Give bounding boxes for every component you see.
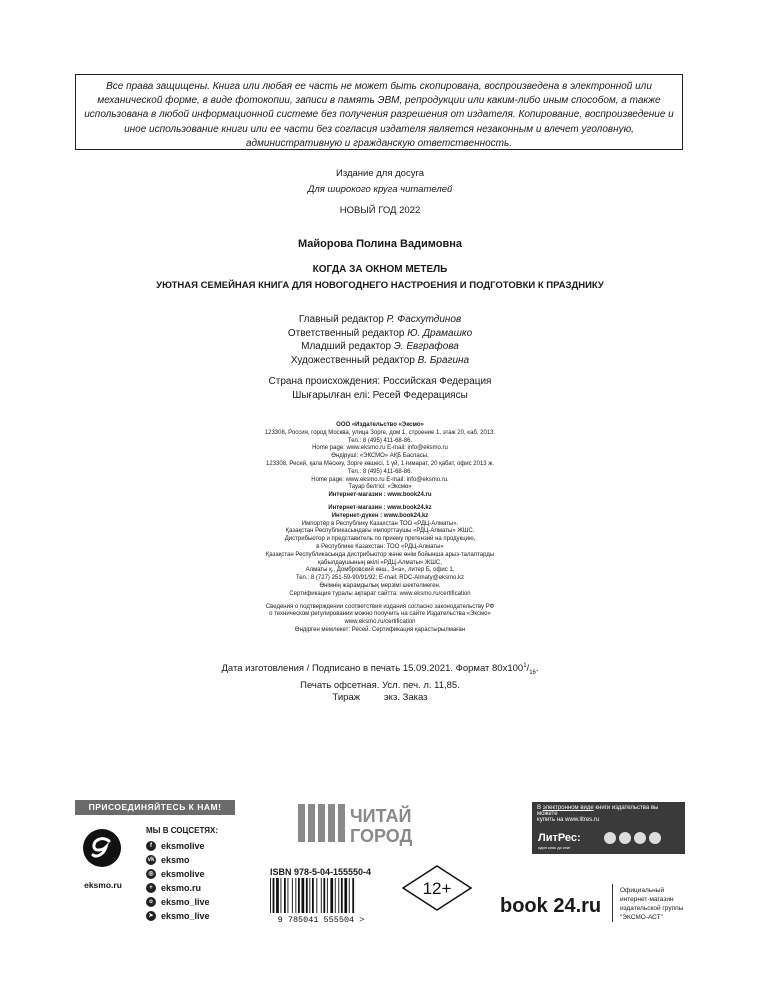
barcode-digits: 9 785041 555504 > <box>277 915 365 923</box>
publisher-line: о техническом регулировании можно получить на сайте Издательства «Эксмо» <box>269 611 491 618</box>
book-subtitle: УЮТНАЯ СЕМЕЙНАЯ КНИГА ДЛЯ НОВОГОДНЕГО НАСТРОЕНИЯ И ПОДГОТОВКИ К ПРАЗДНИКУ <box>156 280 604 291</box>
publisher-line: Қазақстан Республикасында дистрибьютор және өнім бойынша арыз-талаптарды <box>265 551 495 558</box>
ok-icon: o <box>146 897 156 907</box>
eksmo-icon: + <box>146 883 156 893</box>
publisher-line: Интернет-магазин : www.book24.ru <box>328 492 432 499</box>
litres-brand: ЛитРес: <box>538 832 581 844</box>
publisher-line: Қазақстан Республикасындағы импорттаушы «РДЦ-Алматы» ЖШС. <box>285 528 475 535</box>
publisher-line: Тел.: 8 (495) 411-68-86. <box>347 437 413 444</box>
barcode-bar <box>349 878 350 913</box>
barcode-bar <box>321 878 322 913</box>
barcode-bar <box>335 878 336 913</box>
publisher-line: Тауар белгісі: «Эксмо» <box>348 484 412 491</box>
age-rating-badge <box>402 865 472 911</box>
editors-list <box>0 313 760 367</box>
print-line-2: Печать офсетная. Усл. печ. л. 11,85. <box>300 679 460 691</box>
edition-series: НОВЫЙ ГОД 2022 <box>339 205 421 216</box>
store-icons <box>604 832 661 844</box>
publisher-line: Интернет-магазин : www.book24.kz <box>328 504 432 511</box>
country-of-origin <box>0 375 760 402</box>
publisher-line: Интернет-дүкен : www.book24.kz <box>331 512 429 519</box>
barcode-bar <box>292 878 293 913</box>
windows-icon <box>649 832 661 844</box>
barcode-bar <box>276 878 279 913</box>
social-item[interactable]: + eksmo.ru <box>146 883 201 893</box>
publisher-line: Home page: www.eksmo.ru E-mail: info@eksmo.ru. <box>311 476 449 483</box>
print-line-1: Дата изготовления / Подписано в печать 15.09.2021. Формат $80x100^1/_{16}$. <box>221 663 539 677</box>
publisher-line: 123308, Ресей, қала Мәскеу, Зорге көшесі, 1 үй, 1 ғимарат, 20 қабат, офис 2013 ж. <box>266 460 494 467</box>
litres-banner[interactable] <box>532 802 685 854</box>
publisher-line: қабылдаушының өкілі «РДЦ-Алматы» ЖШС, <box>318 559 442 566</box>
social-title: МЫ В СОЦСЕТЯХ: <box>146 826 219 835</box>
copyright-notice: Все права защищены. Книга или любая ее часть не может быть скопирована, воспроизведена в электронной или механической форме, в виде фотокопии, записи в память ЭВМ, репродукции или каким-либо иным способом, а также использована в любой информационной системе без получения разрешения от издателя. Копирование, воспроизведение и иное использование книги или ее части без согласия издателя является незаконным и влечет уголовную, административную и гражданскую ответственность. <box>75 74 683 150</box>
join-us-banner: ПРИСОЕДИНЯЙТЕСЬ К НАМ! <box>75 800 235 815</box>
barcode-bar <box>273 878 275 913</box>
publisher-line: Сведения о подтверждении соответствия издания согласно законодательству РФ <box>265 603 495 610</box>
barcode-bar <box>306 878 308 913</box>
ebook-reader-icon <box>634 832 646 844</box>
publisher-line: Импортёр в Республику Казахстан ТОО «РДЦ-Алматы». <box>301 520 459 527</box>
publisher-line: Алматы қ., Домбровский көш., 3«а», литер Б, офис 1. <box>305 567 455 574</box>
barcode-bar <box>352 878 354 913</box>
barcode-bar <box>270 878 271 913</box>
divider <box>612 884 613 922</box>
litres-tagline: один клик до книг <box>538 845 571 850</box>
telegram-icon: ➤ <box>146 911 156 921</box>
barcode-bar <box>281 878 282 913</box>
publisher-line: www.eksmo.ru/certification <box>344 619 416 626</box>
barcode-bar <box>330 878 333 913</box>
barcode-bar <box>327 878 328 913</box>
chitai-gorod-logo <box>298 800 448 846</box>
barcode-bar <box>344 878 347 913</box>
book-author: Майорова Полина Вадимовна <box>297 238 463 250</box>
barcode-bar <box>309 878 310 913</box>
publisher-info <box>180 422 580 635</box>
litres-note: В электронном виде книги издательства вы можете купить на www.litres.ru <box>537 805 659 823</box>
vk-icon: vk <box>147 857 155 863</box>
gorod-text: ГОРОД <box>350 826 413 846</box>
chitai-text: ЧИТАЙ <box>350 806 412 826</box>
apple-icon <box>604 832 616 844</box>
barcode-bar <box>288 878 289 913</box>
barcode-bar <box>341 878 343 913</box>
barcode <box>262 878 380 923</box>
publisher-line: 123308, Россия, город Москва, улица Зорге, дом 1, строение 1, этаж 20, каб. 2013. <box>264 429 496 436</box>
social-item[interactable]: o eksmo_live <box>146 897 210 907</box>
publisher-line: Home page: www.eksmo.ru E-mail: info@eksmo.ru <box>312 445 448 452</box>
publisher-line: Өндіруші: «ЭКСМО» АҚБ Баспасы, <box>331 453 429 460</box>
print-line-3: Тираж экз. Заказ <box>332 692 428 704</box>
facebook-icon: f <box>146 841 156 851</box>
barcode-bar <box>323 878 325 913</box>
android-icon <box>619 832 631 844</box>
barcode-bar <box>338 878 339 913</box>
publisher-line: Тел.: 8 (495) 411-68-86. <box>347 468 413 475</box>
social-item[interactable]: vk eksmo <box>147 855 190 865</box>
publisher-line: ООО «Издательство «Эксмо» <box>336 422 424 428</box>
barcode-bar <box>295 878 296 913</box>
instagram-icon: ◎ <box>146 869 156 879</box>
barcode-bar <box>316 878 317 913</box>
book-title: КОГДА ЗА ОКНОМ МЕТЕЛЬ <box>312 264 448 275</box>
editor-line: Художественный редактор В. Брагина <box>290 354 470 366</box>
origin-ru: Страна происхождения: Российская Федерация <box>268 376 492 387</box>
book24-logo[interactable]: book 24.ru <box>500 895 602 917</box>
edition-type: Издание для досуга <box>335 168 424 179</box>
age-text: 12+ <box>422 879 452 898</box>
isbn: ISBN 978-5-04-155550-4 <box>270 867 372 877</box>
social-item[interactable]: ◎ eksmolive <box>146 869 205 879</box>
print-info <box>0 660 760 705</box>
barcode-bar <box>312 878 314 913</box>
barcode-bar <box>284 878 286 913</box>
publisher-line: в Республике Казахстан: ТОО «РДЦ-Алматы» <box>316 543 444 550</box>
publisher-line: Дистрибьютор и представитель по приему претензий на продукцию, <box>284 536 476 543</box>
publisher-line: Сертификация туралы ақпарат сайтта: www.eksmo.ru/certification <box>289 590 471 597</box>
editor-line: Главный редактор Р. Фасхутдинов <box>298 314 462 325</box>
publisher-line: Өнімнің жарамдылық мерзімі шектелмеген. <box>319 582 441 589</box>
edition-audience: Для широкого круга читателей <box>307 184 453 195</box>
editor-line: Младший редактор Э. Евграфова <box>301 341 459 352</box>
eksmo-site[interactable]: eksmo.ru <box>84 880 122 890</box>
eksmo-logo-icon <box>82 828 122 868</box>
publisher-line: Өндірген мемлекет: Ресей. Сертификация қарастырылмаған <box>294 626 466 633</box>
social-item[interactable]: f eksmolive <box>146 841 205 851</box>
origin-kz: Шығарылған елі: Ресей Федерациясы <box>292 389 468 401</box>
editor-line: Ответственный редактор Ю. Драмашко <box>287 327 473 339</box>
barcode-bar <box>298 878 300 913</box>
social-item[interactable]: ➤ eksmo_live <box>146 911 210 921</box>
official-store-note: Официальный интернет-магазин издательской группы "ЭКСМО-АСТ" <box>620 887 684 921</box>
publisher-line: Тел.: 8 (727) 251-59-90/91/92; E-mail: RDC-Almaty@eksmo.kz <box>295 575 465 582</box>
barcode-bar <box>302 878 305 913</box>
